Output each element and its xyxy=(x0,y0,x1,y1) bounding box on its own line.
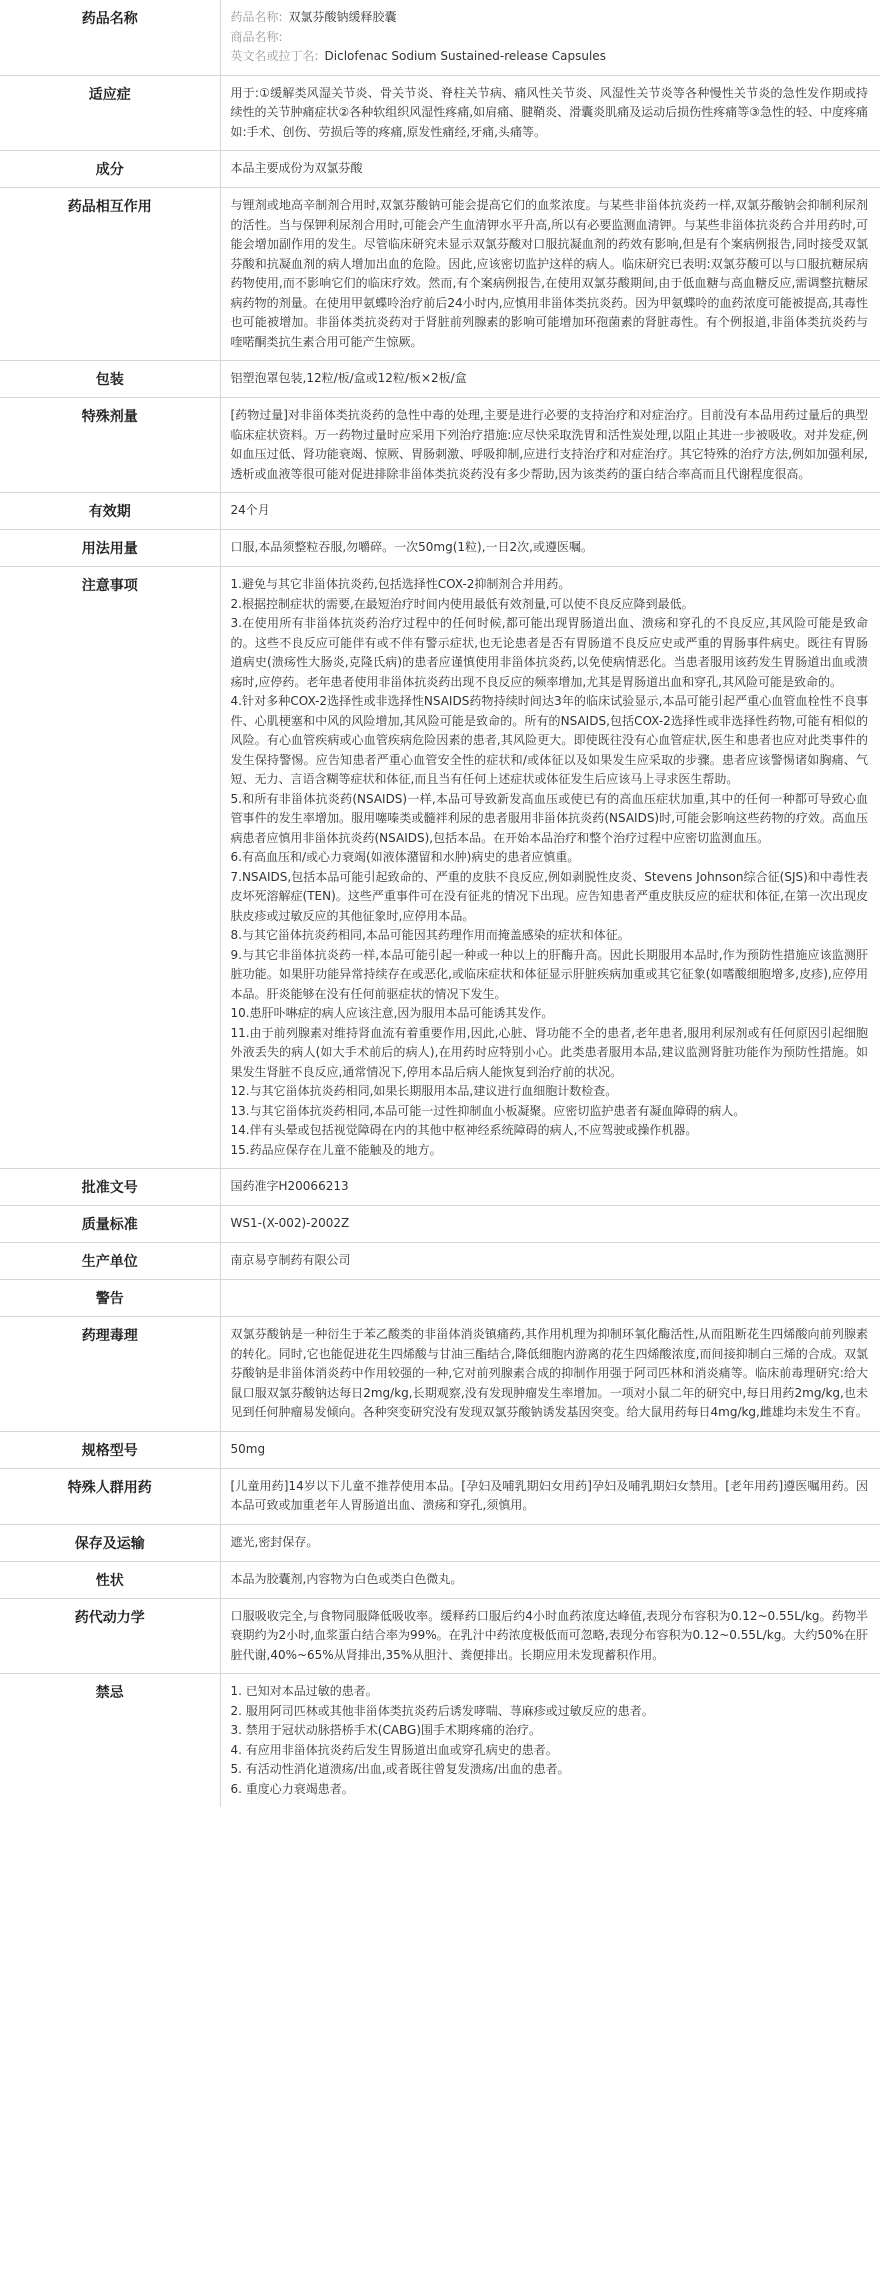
precaution-item: 4.针对多种COX-2选择性或非选择性NSAIDS药物持续时间达3年的临床试验显示,本品可能引起严重心血管血栓性不良事件、心肌梗塞和中风的风险增加,其风险可能是致命的。所有的NSAIDS,包括COX-2选择性或非选择性药物,可能有相似的风险。有心血管疾病或心血管疾病危险因素的患者,其风险更大。即使既往没有心血管症状,医生和患者也应对此类事件的发生保持警惕。应告知患者严重心血管安全性的症状和/或体征以及如果发生应采取的步骤。患者应该警惕诸如胸痛、气短、无力、言语含糊等症状和体征,而且当有任何上述症状或体征发生后应该马上寻求医生帮助。 xyxy=(230,694,868,786)
contraindication-item: 4. 有应用非甾体抗炎药后发生胃肠道出血或穿孔病史的患者。 xyxy=(230,1742,558,1757)
trade-name-line: 商品名称: xyxy=(230,29,283,44)
value-approval: 国药准字H20066213 xyxy=(220,1169,880,1206)
row-validity xyxy=(0,493,880,530)
value-warning xyxy=(220,1280,880,1317)
generic-name-value: 双氯芬酸钠缓释胶囊 xyxy=(288,10,397,24)
label-manufacturer: 生产单位 xyxy=(0,1243,220,1280)
label-special-population: 特殊人群用药 xyxy=(0,1468,220,1524)
row-approval xyxy=(0,1169,880,1206)
label-contraindications: 禁忌 xyxy=(0,1674,220,1808)
label-approval: 批准文号 xyxy=(0,1169,220,1206)
row-contraindications xyxy=(0,1674,880,1808)
row-interactions xyxy=(0,188,880,361)
value-usage: 口服,本品须整粒吞服,勿嚼碎。一次50mg(1粒),一日2次,或遵医嘱。 xyxy=(220,530,880,567)
value-contraindications xyxy=(220,1674,880,1808)
row-indications xyxy=(0,75,880,151)
label-character: 性状 xyxy=(0,1561,220,1598)
row-ingredients xyxy=(0,151,880,188)
row-quality xyxy=(0,1206,880,1243)
label-spec: 规格型号 xyxy=(0,1431,220,1468)
row-character xyxy=(0,1561,880,1598)
label-special-dosage: 特殊剂量 xyxy=(0,398,220,493)
english-name-value: Diclofenac Sodium Sustained-release Capsules xyxy=(324,49,606,63)
row-storage xyxy=(0,1524,880,1561)
value-quality: WS1-(X-002)-2002Z xyxy=(220,1206,880,1243)
precaution-item: 8.与其它甾体抗炎药相同,本品可能因其药理作用而掩盖感染的症状和体征。 xyxy=(230,928,630,942)
value-ingredients: 本品主要成份为双氯芬酸 xyxy=(220,151,880,188)
label-storage: 保存及运输 xyxy=(0,1524,220,1561)
value-drug-name xyxy=(220,0,880,75)
generic-name-prefix: 药品名称: xyxy=(230,10,283,24)
value-pharmacokinetics: 口服吸收完全,与食物同服降低吸收率。缓释药口服后约4小时血药浓度达峰值,表现分布容积为0.12~0.55L/kg。药物半衰期约为2小时,血浆蛋白结合率为99%。在乳汁中药浓度极低而可忽略,表现分布容积为0.12~0.55L/kg。大约50%在肝脏代谢,40%~65%从肾排出,35%从胆汁、粪便排出。长期应用未发现蓄积作用。 xyxy=(220,1598,880,1674)
precaution-item: 1.避免与其它非甾体抗炎药,包括选择性COX-2抑制剂合并用药。 xyxy=(230,577,571,591)
value-special-dosage: [药物过量]对非甾体类抗炎药的急性中毒的处理,主要是进行必要的支持治疗和对症治疗。目前没有本品用药过量后的典型临床症状资料。万一药物过量时应采用下列治疗措施:应尽快采取洗胃和活性炭处理,以阻止其进一步被吸收。对并发症,例如血压过低、肾功能衰竭、惊厥、胃肠刺激、呼吸抑制,应进行支持治疗和对症治疗。其它特殊的治疗方法,例如加强利尿,透析或血液等很可能对促进排除非甾体类抗炎药没有多少帮助,因为该类药的蛋白结合率高而且代谢程度很高。 xyxy=(220,398,880,493)
precaution-item: 3.在使用所有非甾体抗炎药治疗过程中的任何时候,都可能出现胃肠道出血、溃疡和穿孔的不良反应,其风险可能是致命的。这些不良反应可能伴有或不伴有警示症状,也无论患者是否有胃肠道不良反应史或严重的胃肠事件病史。既往有胃肠道病史(溃疡性大肠炎,克隆氏病)的患者应谨慎使用非甾体抗炎药,以免使病情恶化。当患者服用该药发生胃肠道出血或溃疡时,应停药。老年患者使用非甾体抗炎药出现不良反应的频率增加,尤其是胃肠道出血和穿孔,其风险可能是致命的。 xyxy=(230,616,868,689)
contraindication-item: 3. 禁用于冠状动脉搭桥手术(CABG)围手术期疼痛的治疗。 xyxy=(230,1723,542,1737)
precaution-item: 14.伴有头晕或包括视觉障碍在内的其他中枢神经系统障碍的病人,不应驾驶或操作机器。 xyxy=(230,1123,698,1137)
english-name-prefix: 英文名或拉丁名: xyxy=(230,49,319,63)
precaution-item: 11.由于前列腺素对维持肾血流有着重要作用,因此,心脏、肾功能不全的患者,老年患者,服用利尿剂或有任何原因引起细胞外液丢失的病人(如大手术前后的病人),在用药时应特别小心。此类患者服用本品,建议监测肾脏功能作为预防性措施。如果发生肾脏不良反应,通常情况下,停用本品后病人能恢复到治疗前的状况。 xyxy=(230,1025,868,1079)
row-warning xyxy=(0,1280,880,1317)
label-pharmacokinetics: 药代动力学 xyxy=(0,1598,220,1674)
label-interactions: 药品相互作用 xyxy=(0,188,220,361)
value-spec: 50mg xyxy=(220,1431,880,1468)
precaution-item: 5.和所有非甾体抗炎药(NSAIDS)一样,本品可导致新发高血压或使已有的高血压症状加重,其中的任何一种都可导致心血管事件的发生率增加。服用噻嗪类或髓袢利尿的患者服用非甾体抗炎药(NSAIDS)时,可能会影响这些药物的疗效。高血压病患者应慎用非甾体抗炎药(NSAIDS),包括本品。在开始本品治疗和整个治疗过程中应密切监测血压。 xyxy=(230,791,868,845)
precaution-item: 6.有高血压和/或心力衰竭(如液体潴留和水肿)病史的患者应慎重。 xyxy=(230,850,580,864)
label-ingredients: 成分 xyxy=(0,151,220,188)
value-indications: 用于:①缓解类风湿关节炎、骨关节炎、脊柱关节病、痛风性关节炎、风湿性关节炎等各种慢性关节炎的急性发作期或持续性的关节肿痛症状②各种软组织风湿性疼痛,如肩痛、腱鞘炎、滑囊炎肌痛及运动后损伤性疼痛等③急性的轻、中度疼痛如:手术、创伤、劳损后等的疼痛,原发性痛经,牙痛,头痛等。 xyxy=(220,75,880,151)
row-pharmacokinetics xyxy=(0,1598,880,1674)
value-character: 本品为胶囊剂,内容物为白色或类白色微丸。 xyxy=(220,1561,880,1598)
precaution-item: 2.根据控制症状的需要,在最短治疗时间内使用最低有效剂量,可以使不良反应降到最低。 xyxy=(230,596,694,611)
value-toxicology: 双氯芬酸钠是一种衍生于苯乙酸类的非甾体消炎镇痛药,其作用机理为抑制环氧化酶活性,从而阻断花生四烯酸向前列腺素的转化。同时,它也能促进花生四烯酸与甘油三酯结合,降低细胞内游离的花生四烯酸浓度,而间接抑制白三烯的合成。双氯芬酸钠是非甾体消炎药中作用较强的一种,它对前列腺素合成的抑制作用强于阿司匹林和消炎痛等。临床前毒理研究:给大鼠口服双氯芬酸钠达每日2mg/kg,长期观察,没有发现肿瘤发生率增加。一项对小鼠二年的研究中,每日用药2mg/kg,也未见到任何肿瘤易发倾向。各种突变研究没有发现双氯芬酸钠诱发基因突变。给大鼠用药每日4mg/kg,雌雄均未发生不育。 xyxy=(220,1317,880,1432)
label-warning: 警告 xyxy=(0,1280,220,1317)
row-drug-name xyxy=(0,0,880,75)
precaution-item: 12.与其它甾体抗炎药相同,如果长期服用本品,建议进行血细胞计数检查。 xyxy=(230,1084,618,1098)
label-precautions: 注意事项 xyxy=(0,567,220,1169)
generic-name-line xyxy=(231,8,869,28)
row-spec xyxy=(0,1431,880,1468)
precaution-item: 9.与其它非甾体抗炎药一样,本品可能引起一种或一种以上的肝酶升高。因此长期服用本品时,作为预防性措施应该监测肝脏功能。如果肝功能异常持续存在或恶化,或临床症状和体征显示肝脏疾病加重或其它征象(如嗜酸细胞增多,皮疹),应停用本品。肝炎能够在没有任何前驱症状的情况下发生。 xyxy=(230,947,868,1001)
row-usage xyxy=(0,530,880,567)
precaution-item: 7.NSAIDS,包括本品可能引起致命的、严重的皮肤不良反应,例如剥脱性皮炎、Stevens Johnson综合征(SJS)和中毒性表皮坏死溶解症(TEN)。这些严重事件可在没有征兆的情况下出现。应告知患者严重皮肤反应的症状和体征,在第一次出现皮肤皮疹或过敏反应的其他征象时,应停用本品。 xyxy=(230,869,868,923)
label-usage: 用法用量 xyxy=(0,530,220,567)
contraindication-item: 1. 已知对本品过敏的患者。 xyxy=(230,1684,378,1698)
value-manufacturer: 南京易亨制药有限公司 xyxy=(220,1243,880,1280)
value-precautions xyxy=(220,567,880,1169)
label-quality: 质量标准 xyxy=(0,1206,220,1243)
row-special-population xyxy=(0,1468,880,1524)
row-special-dosage xyxy=(0,398,880,493)
label-validity: 有效期 xyxy=(0,493,220,530)
label-drug-name: 药品名称 xyxy=(81,11,138,27)
english-name-line xyxy=(231,47,869,67)
contraindication-item: 6. 重度心力衰竭患者。 xyxy=(230,1781,354,1796)
value-interactions: 与锂剂或地高辛制剂合用时,双氯芬酸钠可能会提高它们的血浆浓度。与某些非甾体抗炎药一样,双氯芬酸钠会抑制利尿剂的活性。当与保钾利尿剂合用时,可能会产生血清钾水平升高,所以有必要监测血清钾。与某些非甾体抗炎药合并用药时,可能会增加副作用的发生。尽管临床研究未显示双氯芬酸对口服抗凝血剂的药效有影响,但是有个案病例报告,同时接受双氯芬酸和抗凝血剂的病人增加出血的危险。因此,应该密切监护这样的病人。临床研究已表明:双氯芬酸可以与口服抗糖尿病药物使用,而不影响它们的临床疗效。然而,有个案病例报告,在使用双氯芬酸期间,由于低血糖与高血糖反应,需调整抗糖尿病药物的剂量。在使用甲氨蝶呤治疗前后24小时内,应慎用非甾体类抗炎药。因为甲氨蝶呤的血药浓度可能被提高,其毒性也可能被增加。非甾体类抗炎药对于肾脏前列腺素的影响可能增加环孢菌素的肾脏毒性。有个例报道,非甾体类抗炎药与喹喏酮类抗生素合用可能产生惊厥。 xyxy=(220,188,880,361)
row-precautions xyxy=(0,567,880,1169)
value-validity: 24个月 xyxy=(220,493,880,530)
precaution-item: 10.患肝卟啉症的病人应该注意,因为服用本品可能诱其发作。 xyxy=(230,1006,554,1020)
contraindication-item: 5. 有活动性消化道溃疡/出血,或者既往曾复发溃疡/出血的患者。 xyxy=(230,1762,570,1776)
label-toxicology: 药理毒理 xyxy=(0,1317,220,1432)
row-toxicology xyxy=(0,1317,880,1432)
contraindication-item: 2. 服用阿司匹林或其他非甾体类抗炎药后诱发哮喘、荨麻疹或过敏反应的患者。 xyxy=(230,1703,654,1718)
precaution-item: 13.与其它甾体抗炎药相同,本品可能一过性抑制血小板凝聚。应密切监护患者有凝血障碍的病人。 xyxy=(230,1103,746,1118)
precaution-item: 15.药品应保存在儿童不能触及的地方。 xyxy=(230,1142,442,1157)
value-storage: 遮光,密封保存。 xyxy=(220,1524,880,1561)
label-indications: 适应症 xyxy=(0,75,220,151)
row-packaging xyxy=(0,361,880,398)
value-packaging: 铝塑泡罩包装,12粒/板/盒或12粒/板×2板/盒 xyxy=(220,361,880,398)
label-packaging: 包装 xyxy=(0,361,220,398)
row-manufacturer xyxy=(0,1243,880,1280)
value-special-population: [儿童用药]14岁以下儿童不推荐使用本品。[孕妇及哺乳期妇女用药]孕妇及哺乳期妇女禁用。[老年用药]遵医嘱用药。因本品可致或加重老年人胃肠道出血、溃疡和穿孔,须慎用。 xyxy=(220,1468,880,1524)
